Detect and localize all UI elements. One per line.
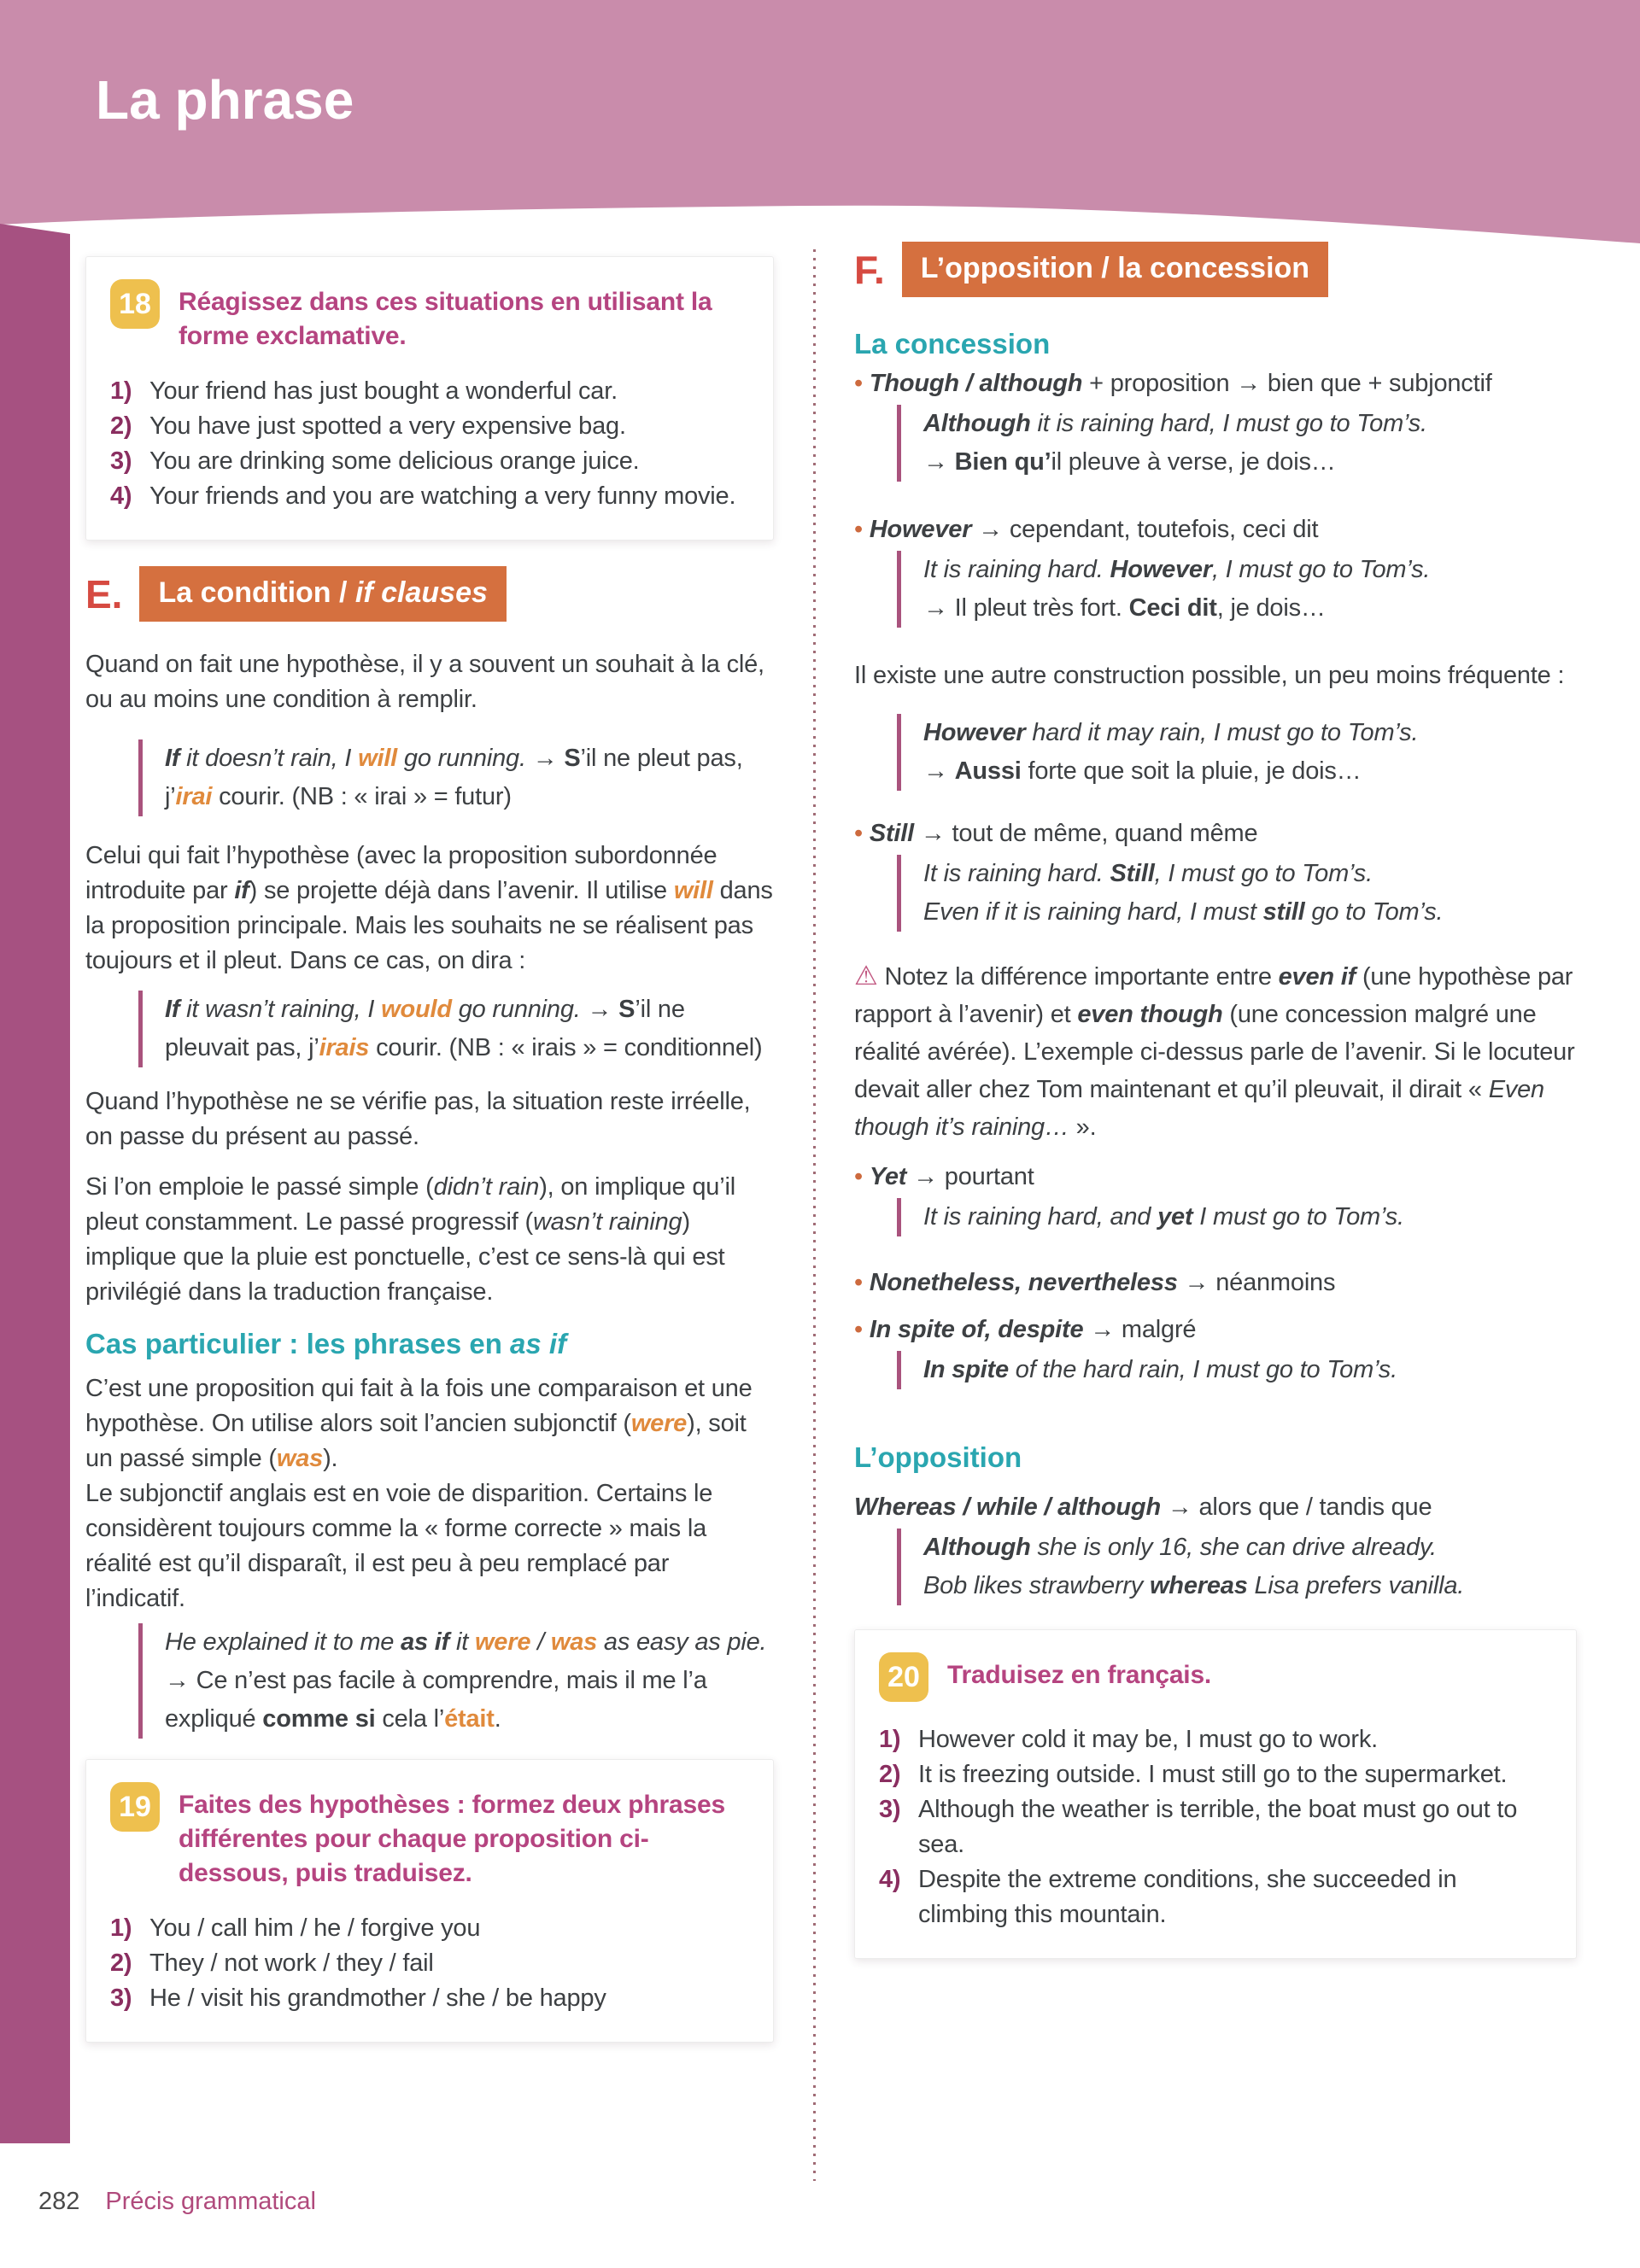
bullet-yet: • Yet → pourtant bbox=[854, 1163, 1034, 1190]
example-yet: It is raining hard, and yet I must go to Tom’s. bbox=[897, 1198, 1577, 1236]
example-although: Although it is raining hard, I must go to Tom’s. → Bien qu’il pleuve à verse, je dois… bbox=[897, 405, 1577, 482]
paragraph-as-if: C’est une proposition qui fait à la fois une comparaison et une hypothèse. On utilise alors soit l’ancien subjonctif (were), soit un passé simple (was). Le subjonctif anglais est en voie de disparition. Certains le considèrent toujours comme la « forme correcte » mais la réalité est qu’il disparaît, il est peu à peu remplacé par l’indicatif. bbox=[85, 1375, 753, 1612]
section-e-header bbox=[85, 566, 774, 622]
exercise-item bbox=[110, 1981, 749, 2016]
exercise-item-number: 3) bbox=[879, 1796, 901, 1823]
exercise-item-number: 4) bbox=[879, 1866, 901, 1893]
example-whereas: Although she is only 16, she can drive already. Bob likes strawberry whereas Lisa prefers vanilla. bbox=[897, 1529, 1577, 1605]
section-letter: F. bbox=[854, 248, 885, 292]
exercise-item-text: It is freezing outside. I must still go to the supermarket. bbox=[918, 1761, 1508, 1788]
paragraph-whereas: Whereas / while / although → alors que / tandis que bbox=[854, 1493, 1432, 1521]
section-title: L’opposition / la concession bbox=[902, 242, 1328, 297]
exercise-title: Faites des hypothèses : formez deux phrases différentes pour chaque proposition ci-dessous, puis traduisez. bbox=[179, 1791, 725, 1887]
exercise-number-badge: 18 bbox=[110, 279, 160, 329]
example-however-2: However hard it may rain, I must go to Tom’s. → Aussi forte que soit la pluie, je dois… bbox=[897, 714, 1577, 791]
page-header bbox=[0, 0, 1640, 256]
section-f-header bbox=[854, 242, 1577, 297]
warning-icon: ⚠ bbox=[854, 961, 878, 991]
exercise-item-number: 3) bbox=[110, 1984, 132, 2012]
exercise-item-text: Although the weather is terrible, the boat must go out to sea. bbox=[918, 1796, 1518, 1858]
exercise-item-number: 1) bbox=[110, 377, 132, 405]
exercise-item-number: 1) bbox=[879, 1726, 901, 1753]
exercise-item-number: 3) bbox=[110, 447, 132, 475]
exercise-20-header bbox=[879, 1652, 1552, 1702]
exercise-item-number: 2) bbox=[110, 412, 132, 440]
paragraph-quand-hypothese: Quand l’hypothèse ne se vérifie pas, la situation reste irréelle, on passe du présent au passé. bbox=[85, 1088, 751, 1150]
page-title: La phrase bbox=[96, 69, 354, 131]
exercise-item-text: They / not work / they / fail bbox=[149, 1949, 434, 1977]
exercise-item bbox=[879, 1722, 1552, 1757]
footer-section-label: Précis grammatical bbox=[105, 2188, 316, 2215]
example-still: It is raining hard. Still, I must go to Tom’s. Even if it is raining hard, I must still go to Tom’s. bbox=[897, 855, 1577, 932]
bullet-however: • However → cependant, toutefois, ceci dit bbox=[854, 516, 1319, 543]
subheading-l-opposition: L’opposition bbox=[854, 1441, 1022, 1473]
section-title: La condition / if clauses bbox=[139, 566, 506, 622]
exercise-title: Traduisez en français. bbox=[947, 1661, 1212, 1689]
page-number: 282 bbox=[38, 2188, 80, 2215]
exercise-item-text: You / call him / he / forgive you bbox=[149, 1914, 481, 1942]
left-accent-bar bbox=[0, 219, 70, 2143]
exercise-item-number: 2) bbox=[110, 1949, 132, 1977]
left-column bbox=[85, 256, 774, 2043]
exercise-item bbox=[110, 1946, 749, 1981]
exercise-item bbox=[879, 1862, 1552, 1932]
exercise-item-text: However cold it may be, I must go to work. bbox=[918, 1726, 1378, 1753]
example-however-1: It is raining hard. However, I must go to Tom’s. → Il pleut très fort. Ceci dit, je dois… bbox=[897, 551, 1577, 628]
exercise-18-box bbox=[85, 256, 774, 541]
exercise-item bbox=[110, 1911, 749, 1946]
bullet-though-although: • Though / although + proposition → bien que + subjonctif bbox=[854, 370, 1492, 397]
exercise-18-items bbox=[110, 374, 749, 514]
example-in-spite: In spite of the hard rain, I must go to Tom’s. bbox=[897, 1351, 1577, 1389]
page-footer bbox=[38, 2188, 316, 2216]
example-as-if: He explained it to me as if it were / was as easy as pie. → Ce n’est pas facile à comprendre, mais il me l’a expliqué comme si cela l’était. bbox=[138, 1623, 774, 1739]
note-even-if bbox=[854, 957, 1577, 1146]
section-letter: E. bbox=[85, 572, 123, 617]
exercise-item bbox=[879, 1792, 1552, 1862]
paragraph-celui-qui: Celui qui fait l’hypothèse (avec la proposition subordonnée introduite par if) se projette déjà dans l’avenir. Il utilise will dans la proposition principale. Mais les souhaits ne se réalisent pas toujours et il pleut. Dans ce cas, on dira : bbox=[85, 842, 773, 974]
subheading-la-concession: La concession bbox=[854, 328, 1051, 359]
exercise-item bbox=[110, 409, 749, 444]
exercise-title: Réagissez dans ces situations en utilisant la forme exclamative. bbox=[179, 288, 712, 350]
exercise-19-items bbox=[110, 1911, 749, 2016]
exercise-number-badge: 20 bbox=[879, 1652, 928, 1702]
column-divider bbox=[813, 249, 816, 2181]
exercise-number-badge: 19 bbox=[110, 1782, 160, 1832]
bullet-in-spite: • In spite of, despite → malgré bbox=[854, 1316, 1197, 1343]
example-if-would: If it wasn’t raining, I would go running. → S’il ne pleuvait pas, j’irais courir. (NB : « irais » = conditionnel) bbox=[138, 991, 774, 1067]
paragraph-passe-simple: Si l’on emploie le passé simple (didn’t rain), on implique qu’il pleut constamment. Le passé progressif (wasn’t raining) implique que la pluie est ponctuelle, c’est ce sens-là qui est privilégié dans la traduction française. bbox=[85, 1173, 735, 1306]
exercise-item bbox=[110, 374, 749, 409]
exercise-item-text: You are drinking some delicious orange juice. bbox=[149, 447, 640, 475]
exercise-item-text: Your friend has just bought a wonderful car. bbox=[149, 377, 618, 405]
paragraph-hypothese: Quand on fait une hypothèse, il y a souvent un souhait à la clé, ou au moins une condition à remplir. bbox=[85, 651, 764, 713]
exercise-item-text: Your friends and you are watching a very funny movie. bbox=[149, 482, 736, 510]
exercise-item-number: 4) bbox=[110, 482, 132, 510]
exercise-20-box bbox=[854, 1629, 1577, 1959]
exercise-20-items bbox=[879, 1722, 1552, 1932]
exercise-item-text: You have just spotted a very expensive bag. bbox=[149, 412, 626, 440]
exercise-19-header bbox=[110, 1782, 749, 1891]
note-text: Notez la différence importante entre even if (une hypothèse par rapport à l’avenir) et even though (une concession malgré une réalité avérée). L’exemple ci-dessus parle de l’avenir. Si le locuteur devait aller chez Tom maintenant et qu’il pleuvait, il dirait « Even though it’s raining… ». bbox=[854, 963, 1575, 1141]
exercise-item-number: 2) bbox=[879, 1761, 901, 1788]
right-column bbox=[854, 242, 1577, 1959]
example-if-will: If it doesn’t rain, I will go running. → S’il ne pleut pas, j’irai courir. (NB : « irai » = futur) bbox=[138, 739, 774, 816]
exercise-19-box bbox=[85, 1759, 774, 2043]
bullet-nonetheless: • Nonetheless, nevertheless → néanmoins bbox=[854, 1269, 1336, 1296]
exercise-item-number: 1) bbox=[110, 1914, 132, 1942]
paragraph-autre-construction: Il existe une autre construction possible, un peu moins fréquente : bbox=[854, 662, 1565, 689]
exercise-item bbox=[879, 1757, 1552, 1792]
exercise-item bbox=[110, 479, 749, 514]
exercise-item-text: He / visit his grandmother / she / be happy bbox=[149, 1984, 606, 2012]
exercise-item-text: Despite the extreme conditions, she succeeded in climbing this mountain. bbox=[918, 1866, 1457, 1928]
subheading-cas-particulier: Cas particulier : les phrases en as if bbox=[85, 1328, 567, 1359]
bullet-still: • Still → tout de même, quand même bbox=[854, 820, 1258, 847]
exercise-item bbox=[110, 444, 749, 479]
exercise-18-header bbox=[110, 279, 749, 354]
